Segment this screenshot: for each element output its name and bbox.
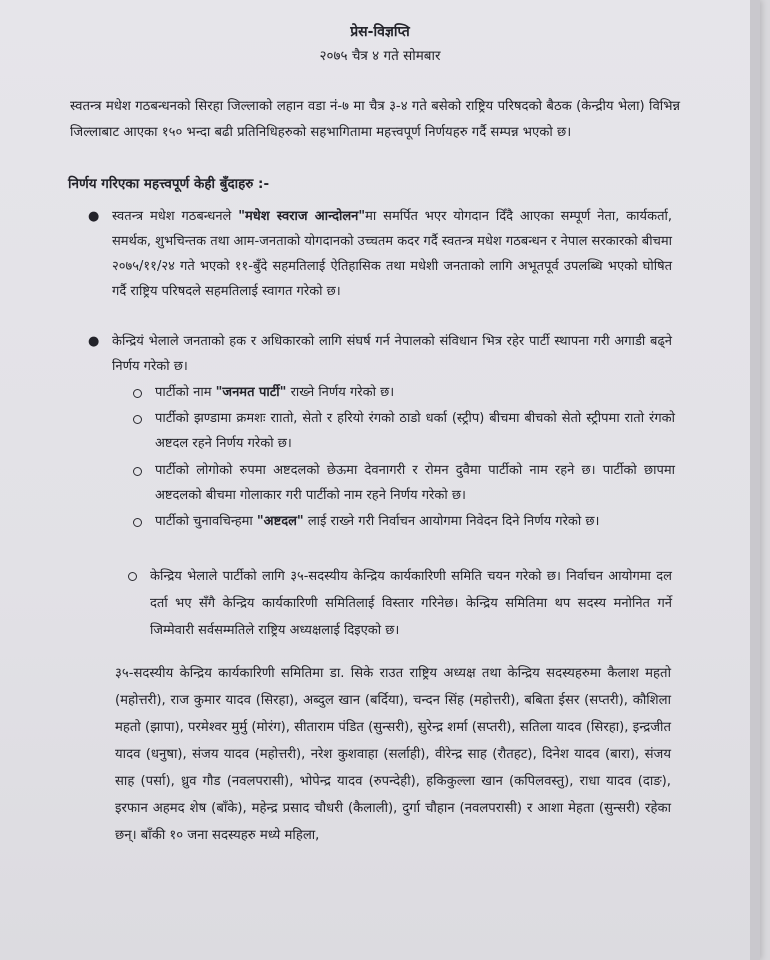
sub-bullet-circle-2: [133, 415, 142, 424]
document-date: २०७५ चैत्र ४ गते सोमबार: [319, 48, 441, 64]
sub-bullet-circle-5: [128, 572, 137, 581]
sub-bullet-circle-1: [133, 389, 142, 398]
sub-1-bold: "जनमत पार्टी": [215, 385, 287, 400]
sub-bullet-circle-3: [133, 467, 142, 476]
sub-item-2: पार्टीको झण्डामा क्रमशः राातो, सेतो र हरियो रंगको ठाडो धर्का (स्ट्रीप) बीचमा बीचको सेतो स्ट्रीपमा रातो रंगको अष्टदल रहने निर्णय गरेको छ।: [155, 411, 675, 451]
bullet-1-prefix: स्वतन्त्र मधेश गठबन्धनले: [112, 209, 239, 224]
document-title: प्रेस-विज्ञप्ति: [350, 24, 410, 40]
members-paragraph: ३५-सदस्यीय केन्द्रिय कार्यकारिणी समितिमा डा. सिके राउत राष्ट्रिय अध्यक्ष तथा केन्द्रिय सदस्यहरुमा कैलाश महतो (महोत्तरी), राज कुमार यादव (सिरहा), अब्दुल खान (बर्दिया), चन्दन सिंह (महोत्तरी), बबिता ईसर (सप्तरी), कौशिला महतो (झापा), परमेश्वर मुर्मु (मोरंग), सीताराम पंडित (सुन्सरी), सुरेन्द्र शर्मा (सप्तरी), सतिला यादव (सिरहा), इन्द्रजीत यादव (धनुषा), संजय यादव (महोत्तरी), नरेश कुशवाहा (सर्लाही), वीरेन्द्र साह (रौतहट), दिनेश यादव (बारा), संजय साह (पर्सा), ध्रुव गौड (नवलपरासी), भोपेन्द्र यादव (रुपन्देही), हकिकुल्ला खान (कपिलवस्तु), राधा यादव (दाङ), इरफान अहमद शेष (बाँके), महेन्द्र प्रसाद चौधरी (कैलाली), दुर्गा चौहान (नवलपरासी) र आशा मेहता (सुन्सरी) रहेका छन्। बाँकी १० जना सदस्यहरु मध्ये महिला,: [115, 666, 671, 843]
sub-bullet-circle-4: [133, 518, 142, 527]
sub-1-prefix: पार्टीको नाम: [155, 385, 216, 400]
sub-item-1: [155, 380, 675, 405]
sub-item-5: केन्द्रिय भेलाले पार्टीको लागि ३५-सदस्यीय केन्द्रिय कार्यकारिणी समिति चयन गरेको छ। निर्वाचन आयोगमा दल दर्ता भए सँगै केन्द्रिय कार्यकारिणी समितिलाई विस्तार गरिनेछ। केन्द्रिय समितिमा थप सदस्य मनोनित गर्ने जिम्मेवारी सर्वसम्मतिले राष्ट्रिय अध्यक्षलाई दिइएको छ।: [150, 569, 672, 638]
sub-1-suffix: राख्ने निर्णय गरेको छ।: [286, 385, 395, 400]
bullet-item-1: [112, 204, 672, 304]
sub-item-3: पार्टीको लोगोको रुपमा अष्टदलको छेऊमा देवनागरी र रोमन दुवैमा पार्टीको नाम रहने छ। पार्टीको छापमा अष्टदलको बीचमा गोलाकार गरी पार्टीको नाम रहने निर्णय गरेको छ।: [155, 463, 675, 503]
bullet-dot-1: ●: [88, 209, 100, 224]
sub-item-4: [155, 509, 675, 534]
bullet-1-bold: "मधेश स्वराज आन्दोलन": [238, 209, 366, 224]
sub-4-bold: "अष्टदल": [256, 514, 304, 529]
bullet-item-2: केन्द्रियं भेलाले जनताको हक र अधिकारको लागि संघर्ष गर्न नेपालको संविधान भित्र रहेर पार्टी स्थापना गरी अगाडी बढ्ने निर्णय गरेको छ।: [112, 334, 672, 374]
intro-paragraph: स्वतन्त्र मधेश गठबन्धनको सिरहा जिल्लाको लहान वडा नं-७ मा चैत्र ३-४ गते बसेको राष्ट्रिय परिषदको बैठक (केन्द्रीय भेला) विभिन्न जिल्लाबाट आएका १५० भन्दा बढी प्रतिनिधिहरुको सहभागितामा महत्त्वपूर्ण निर्णयहरु गर्दै सम्पन्न भएको छ।: [70, 99, 680, 140]
page-edge: [750, 0, 760, 960]
decisions-heading: निर्णय गरिएका महत्त्वपूर्ण केही बुँदाहरु :-: [68, 176, 270, 192]
sub-4-suffix: लाई राख्ने गरी निर्वाचन आयोगमा निवेदन दिने निर्णय गरेको छ।: [303, 514, 600, 529]
bullet-1-suffix: मा समर्पित भएर योगदान दिँदै आएका सम्पूर्ण नेता, कार्यकर्ता, समर्थक, शुभचिन्तक तथा आम-जनताको योगदानको उच्चतम कदर गर्दै स्वतन्त्र मधेश गठबन्धन र नेपाल सरकारको बीचमा २०७५/११/२४ गते भएको ११-बुँदे सहमतिलाई ऐतिहासिक तथा मधेशी जनताको लागि अभूतपूर्व उपलब्धि भएको घोषित गर्दै राष्ट्रिय परिषदले सहमतिलाई स्वागत गरेको छ।: [112, 209, 672, 299]
sub-4-prefix: पार्टीको चुनावचिन्हमा: [155, 514, 257, 529]
bullet-dot-2: ●: [88, 334, 100, 349]
